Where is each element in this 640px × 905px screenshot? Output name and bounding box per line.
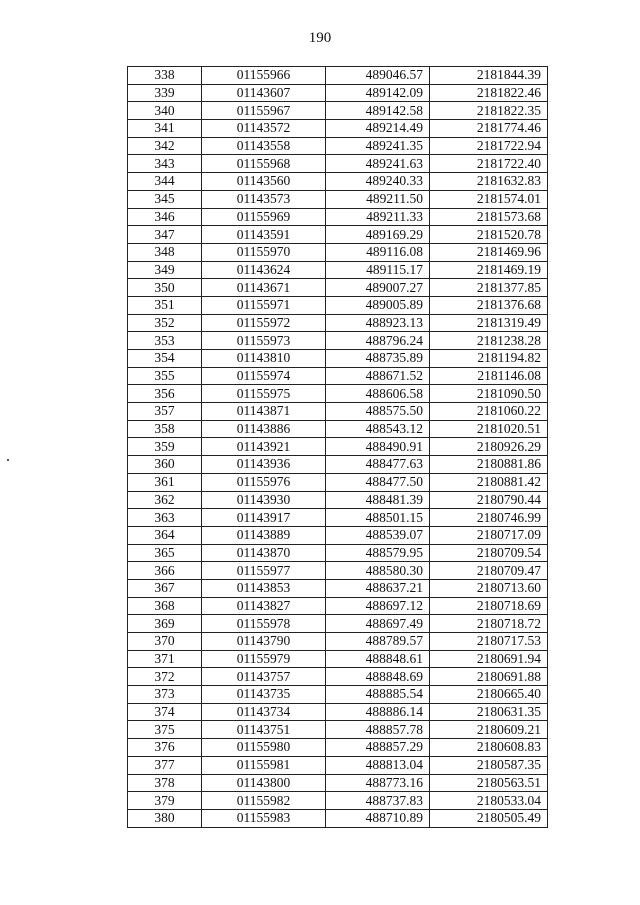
point-code-cell: 01155967	[202, 102, 326, 120]
x-coordinate-cell: 488773.16	[326, 774, 430, 792]
stray-dot	[7, 459, 9, 461]
y-coordinate-cell: 2180790.44	[430, 491, 548, 509]
point-number-cell: 375	[128, 721, 202, 739]
table-row	[128, 137, 548, 155]
point-number-cell: 361	[128, 473, 202, 491]
table-row	[128, 544, 548, 562]
x-coordinate-cell: 488481.39	[326, 491, 430, 509]
table-row	[128, 491, 548, 509]
point-code-cell: 01155975	[202, 385, 326, 403]
coordinates-table-body	[128, 67, 548, 828]
table-row	[128, 809, 548, 827]
table-row	[128, 314, 548, 332]
table-row	[128, 650, 548, 668]
table-row	[128, 332, 548, 350]
x-coordinate-cell: 488579.95	[326, 544, 430, 562]
x-coordinate-cell: 488606.58	[326, 385, 430, 403]
table-row	[128, 367, 548, 385]
y-coordinate-cell: 2181844.39	[430, 67, 548, 85]
table-row	[128, 615, 548, 633]
point-code-cell: 01143790	[202, 633, 326, 651]
x-coordinate-cell: 488539.07	[326, 526, 430, 544]
y-coordinate-cell: 2181722.40	[430, 155, 548, 173]
x-coordinate-cell: 489046.57	[326, 67, 430, 85]
point-number-cell: 359	[128, 438, 202, 456]
table-row	[128, 473, 548, 491]
y-coordinate-cell: 2181822.35	[430, 102, 548, 120]
y-coordinate-cell: 2181377.85	[430, 279, 548, 297]
point-number-cell: 339	[128, 84, 202, 102]
point-code-cell: 01155972	[202, 314, 326, 332]
point-code-cell: 01155982	[202, 792, 326, 810]
y-coordinate-cell: 2180563.51	[430, 774, 548, 792]
y-coordinate-cell: 2180881.42	[430, 473, 548, 491]
x-coordinate-cell: 488813.04	[326, 756, 430, 774]
point-code-cell: 01143810	[202, 350, 326, 368]
table-row	[128, 67, 548, 85]
table-row	[128, 173, 548, 191]
point-code-cell: 01143757	[202, 668, 326, 686]
y-coordinate-cell: 2181146.08	[430, 367, 548, 385]
y-coordinate-cell: 2180691.88	[430, 668, 548, 686]
point-code-cell: 01143886	[202, 420, 326, 438]
x-coordinate-cell: 489142.58	[326, 102, 430, 120]
point-code-cell: 01155979	[202, 650, 326, 668]
point-number-cell: 338	[128, 67, 202, 85]
point-code-cell: 01143827	[202, 597, 326, 615]
table-row	[128, 243, 548, 261]
table-row	[128, 385, 548, 403]
x-coordinate-cell: 489007.27	[326, 279, 430, 297]
point-number-cell: 366	[128, 562, 202, 580]
table-row	[128, 420, 548, 438]
table-row	[128, 756, 548, 774]
x-coordinate-cell: 489241.63	[326, 155, 430, 173]
point-code-cell: 01143734	[202, 703, 326, 721]
point-number-cell: 369	[128, 615, 202, 633]
point-number-cell: 344	[128, 173, 202, 191]
point-code-cell: 01143560	[202, 173, 326, 191]
x-coordinate-cell: 488857.78	[326, 721, 430, 739]
table-row	[128, 155, 548, 173]
point-code-cell: 01155983	[202, 809, 326, 827]
x-coordinate-cell: 489142.09	[326, 84, 430, 102]
y-coordinate-cell: 2180533.04	[430, 792, 548, 810]
y-coordinate-cell: 2180609.21	[430, 721, 548, 739]
y-coordinate-cell: 2181238.28	[430, 332, 548, 350]
point-code-cell: 01155976	[202, 473, 326, 491]
y-coordinate-cell: 2180709.54	[430, 544, 548, 562]
x-coordinate-cell: 488737.83	[326, 792, 430, 810]
point-number-cell: 380	[128, 809, 202, 827]
x-coordinate-cell: 488477.50	[326, 473, 430, 491]
point-number-cell: 367	[128, 579, 202, 597]
y-coordinate-cell: 2180746.99	[430, 509, 548, 527]
y-coordinate-cell: 2181194.82	[430, 350, 548, 368]
point-code-cell: 01143800	[202, 774, 326, 792]
y-coordinate-cell: 2180717.09	[430, 526, 548, 544]
table-row	[128, 296, 548, 314]
point-number-cell: 379	[128, 792, 202, 810]
x-coordinate-cell: 489211.33	[326, 208, 430, 226]
point-number-cell: 349	[128, 261, 202, 279]
point-number-cell: 340	[128, 102, 202, 120]
x-coordinate-cell: 489241.35	[326, 137, 430, 155]
table-row	[128, 668, 548, 686]
point-code-cell: 01143624	[202, 261, 326, 279]
point-number-cell: 351	[128, 296, 202, 314]
table-row	[128, 597, 548, 615]
table-row	[128, 456, 548, 474]
table-row	[128, 526, 548, 544]
x-coordinate-cell: 489115.17	[326, 261, 430, 279]
x-coordinate-cell: 488490.91	[326, 438, 430, 456]
x-coordinate-cell: 488789.57	[326, 633, 430, 651]
x-coordinate-cell: 489005.89	[326, 296, 430, 314]
point-code-cell: 01143889	[202, 526, 326, 544]
point-number-cell: 345	[128, 190, 202, 208]
y-coordinate-cell: 2180587.35	[430, 756, 548, 774]
table-row	[128, 721, 548, 739]
y-coordinate-cell: 2180881.86	[430, 456, 548, 474]
x-coordinate-cell: 488710.89	[326, 809, 430, 827]
y-coordinate-cell: 2180718.69	[430, 597, 548, 615]
point-number-cell: 342	[128, 137, 202, 155]
table-row	[128, 102, 548, 120]
table-row	[128, 190, 548, 208]
point-number-cell: 353	[128, 332, 202, 350]
y-coordinate-cell: 2180608.83	[430, 739, 548, 757]
point-number-cell: 368	[128, 597, 202, 615]
point-code-cell: 01143591	[202, 226, 326, 244]
x-coordinate-cell: 488637.21	[326, 579, 430, 597]
point-code-cell: 01143573	[202, 190, 326, 208]
table-row	[128, 633, 548, 651]
point-number-cell: 362	[128, 491, 202, 509]
table-row	[128, 703, 548, 721]
point-code-cell: 01155978	[202, 615, 326, 633]
x-coordinate-cell: 488886.14	[326, 703, 430, 721]
table-row	[128, 350, 548, 368]
y-coordinate-cell: 2181722.94	[430, 137, 548, 155]
x-coordinate-cell: 488501.15	[326, 509, 430, 527]
y-coordinate-cell: 2181060.22	[430, 403, 548, 421]
point-number-cell: 371	[128, 650, 202, 668]
x-coordinate-cell: 489116.08	[326, 243, 430, 261]
point-number-cell: 347	[128, 226, 202, 244]
point-number-cell: 354	[128, 350, 202, 368]
point-code-cell: 01143572	[202, 120, 326, 138]
y-coordinate-cell: 2181319.49	[430, 314, 548, 332]
x-coordinate-cell: 489214.49	[326, 120, 430, 138]
y-coordinate-cell: 2181520.78	[430, 226, 548, 244]
y-coordinate-cell: 2181774.46	[430, 120, 548, 138]
table-row	[128, 509, 548, 527]
point-code-cell: 01143936	[202, 456, 326, 474]
table-row	[128, 261, 548, 279]
point-code-cell: 01155970	[202, 243, 326, 261]
point-code-cell: 01143558	[202, 137, 326, 155]
x-coordinate-cell: 489169.29	[326, 226, 430, 244]
y-coordinate-cell: 2181573.68	[430, 208, 548, 226]
point-code-cell: 01143930	[202, 491, 326, 509]
point-code-cell: 01155977	[202, 562, 326, 580]
point-number-cell: 374	[128, 703, 202, 721]
point-number-cell: 350	[128, 279, 202, 297]
point-number-cell: 363	[128, 509, 202, 527]
y-coordinate-cell: 2181632.83	[430, 173, 548, 191]
y-coordinate-cell: 2181020.51	[430, 420, 548, 438]
coordinates-table	[127, 66, 548, 828]
point-number-cell: 360	[128, 456, 202, 474]
point-number-cell: 356	[128, 385, 202, 403]
point-code-cell: 01155969	[202, 208, 326, 226]
y-coordinate-cell: 2181376.68	[430, 296, 548, 314]
y-coordinate-cell: 2180709.47	[430, 562, 548, 580]
point-code-cell: 01155973	[202, 332, 326, 350]
point-number-cell: 352	[128, 314, 202, 332]
x-coordinate-cell: 488857.29	[326, 739, 430, 757]
x-coordinate-cell: 488848.69	[326, 668, 430, 686]
table-row	[128, 562, 548, 580]
x-coordinate-cell: 489211.50	[326, 190, 430, 208]
y-coordinate-cell: 2180926.29	[430, 438, 548, 456]
point-number-cell: 365	[128, 544, 202, 562]
point-number-cell: 372	[128, 668, 202, 686]
y-coordinate-cell: 2180718.72	[430, 615, 548, 633]
y-coordinate-cell: 2180665.40	[430, 686, 548, 704]
x-coordinate-cell: 488575.50	[326, 403, 430, 421]
x-coordinate-cell: 489240.33	[326, 173, 430, 191]
table-row	[128, 279, 548, 297]
point-number-cell: 370	[128, 633, 202, 651]
x-coordinate-cell: 488697.49	[326, 615, 430, 633]
table-row	[128, 120, 548, 138]
table-row	[128, 84, 548, 102]
point-code-cell: 01155974	[202, 367, 326, 385]
table-row	[128, 208, 548, 226]
y-coordinate-cell: 2180713.60	[430, 579, 548, 597]
point-number-cell: 373	[128, 686, 202, 704]
point-number-cell: 364	[128, 526, 202, 544]
point-code-cell: 01143607	[202, 84, 326, 102]
point-number-cell: 377	[128, 756, 202, 774]
table-row	[128, 403, 548, 421]
x-coordinate-cell: 488885.54	[326, 686, 430, 704]
x-coordinate-cell: 488923.13	[326, 314, 430, 332]
point-number-cell: 355	[128, 367, 202, 385]
point-code-cell: 01155968	[202, 155, 326, 173]
point-code-cell: 01143751	[202, 721, 326, 739]
point-number-cell: 343	[128, 155, 202, 173]
point-number-cell: 378	[128, 774, 202, 792]
table-row	[128, 226, 548, 244]
table-row	[128, 438, 548, 456]
point-code-cell: 01143735	[202, 686, 326, 704]
x-coordinate-cell: 488735.89	[326, 350, 430, 368]
y-coordinate-cell: 2180631.35	[430, 703, 548, 721]
y-coordinate-cell: 2181574.01	[430, 190, 548, 208]
point-code-cell: 01143917	[202, 509, 326, 527]
point-number-cell: 357	[128, 403, 202, 421]
point-code-cell: 01143870	[202, 544, 326, 562]
y-coordinate-cell: 2180505.49	[430, 809, 548, 827]
point-number-cell: 376	[128, 739, 202, 757]
table-row	[128, 792, 548, 810]
y-coordinate-cell: 2181469.96	[430, 243, 548, 261]
y-coordinate-cell: 2181090.50	[430, 385, 548, 403]
x-coordinate-cell: 488477.63	[326, 456, 430, 474]
point-code-cell: 01155980	[202, 739, 326, 757]
x-coordinate-cell: 488543.12	[326, 420, 430, 438]
table-row	[128, 774, 548, 792]
point-code-cell: 01155971	[202, 296, 326, 314]
table-row	[128, 579, 548, 597]
page-number: 190	[308, 30, 332, 46]
point-number-cell: 346	[128, 208, 202, 226]
x-coordinate-cell: 488697.12	[326, 597, 430, 615]
point-code-cell: 01143671	[202, 279, 326, 297]
point-code-cell: 01143853	[202, 579, 326, 597]
y-coordinate-cell: 2180717.53	[430, 633, 548, 651]
table-row	[128, 686, 548, 704]
y-coordinate-cell: 2181469.19	[430, 261, 548, 279]
point-code-cell: 01143921	[202, 438, 326, 456]
point-number-cell: 358	[128, 420, 202, 438]
x-coordinate-cell: 488580.30	[326, 562, 430, 580]
table-row	[128, 739, 548, 757]
y-coordinate-cell: 2181822.46	[430, 84, 548, 102]
x-coordinate-cell: 488796.24	[326, 332, 430, 350]
x-coordinate-cell: 488848.61	[326, 650, 430, 668]
y-coordinate-cell: 2180691.94	[430, 650, 548, 668]
x-coordinate-cell: 488671.52	[326, 367, 430, 385]
point-code-cell: 01143871	[202, 403, 326, 421]
point-number-cell: 341	[128, 120, 202, 138]
point-code-cell: 01155966	[202, 67, 326, 85]
point-code-cell: 01155981	[202, 756, 326, 774]
point-number-cell: 348	[128, 243, 202, 261]
